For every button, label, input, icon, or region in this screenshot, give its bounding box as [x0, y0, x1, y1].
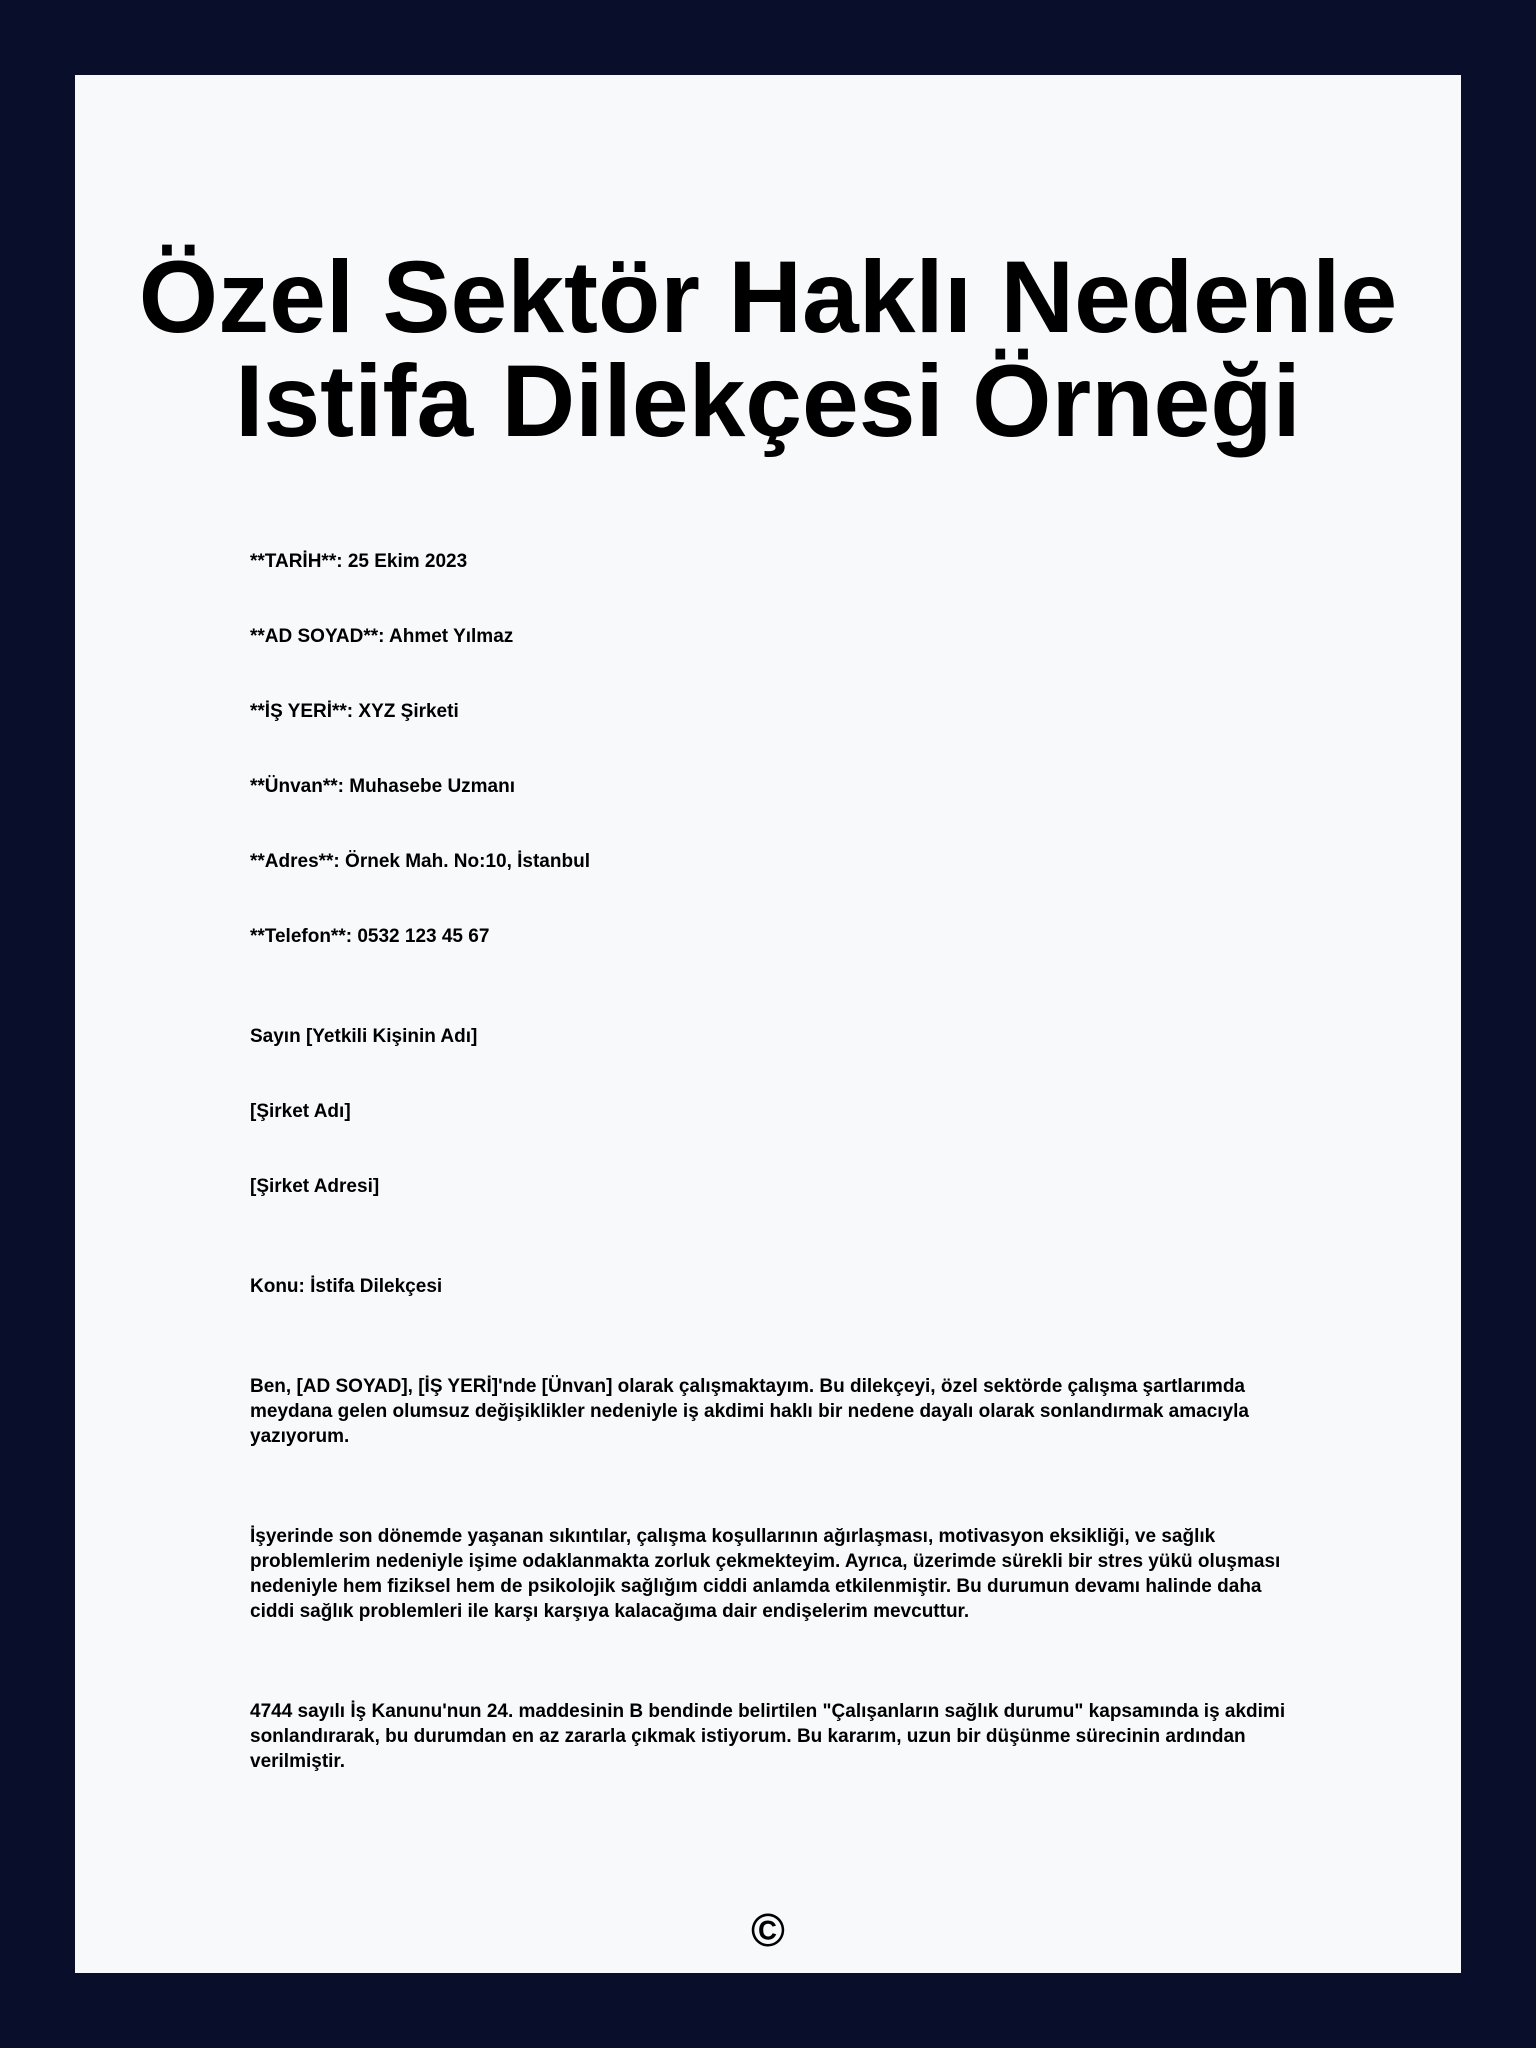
document-page — [75, 75, 1461, 1973]
paragraph-2: İşyerinde son dönemde yaşanan sıkıntılar, çalışma koşullarının ağırlaşması, motivasyon eksikliği, ve sağlık problemlerim nedeniyle işime odaklanmakta zorluk çekmekteyim. Ayrıca, üzerimde sürekli bir stres yükü oluşması nedeniyle hem fiziksel hem de psikolojik sağlığım ciddi anlamda etkilenmiştir. Bu durumun devamı halinde daha ciddi sağlık problemleri ile karşı karşıya kalacağıma dair endişelerim mevcuttur. — [250, 1526, 1281, 1622]
paragraph-1: Ben, [AD SOYAD], [İŞ YERİ]'nde [Ünvan] olarak çalışmaktayım. Bu dilekçeyi, özel sektörde çalışma şartlarımda meydana gelen olumsuz değişiklikler nedeniyle iş akdimi haklı bir nedene dayalı olarak sonlandırmak amacıyla yazıyorum. — [250, 1376, 1249, 1447]
title-field: **Ünvan**: Muhasebe Uzmanı — [250, 776, 516, 797]
name-field: **AD SOYAD**: Ahmet Yılmaz — [250, 626, 514, 647]
phone-field: **Telefon**: 0532 123 45 67 — [250, 926, 490, 947]
address-field: **Adres**: Örnek Mah. No:10, İstanbul — [250, 851, 590, 872]
subject-line: Konu: İstifa Dilekçesi — [250, 1276, 443, 1297]
document-title — [75, 240, 1461, 458]
title-line-1: Özel Sektör Haklı Nedenle — [138, 240, 1398, 354]
title-line-2: Istifa Dilekçesi Örneği — [235, 344, 1301, 458]
recipient-address: [Şirket Adresi] — [250, 1176, 380, 1197]
date-field: **TARİH**: 25 Ekim 2023 — [250, 551, 468, 572]
recipient-salutation: Sayın [Yetkili Kişinin Adı] — [250, 1026, 478, 1047]
paragraph-3: 4744 sayılı İş Kanunu'nun 24. maddesinin B bendinde belirtilen "Çalışanların sağlık durumu" kapsamında iş akdimi sonlandırarak, bu durumdan en az zararla çıkmak istiyorum. Bu kararım, uzun bir düşünme sürecinin ardından verilmiştir. — [250, 1701, 1286, 1772]
workplace-field: **İŞ YERİ**: XYZ Şirketi — [250, 701, 459, 722]
copyright-icon: © — [751, 1904, 785, 1956]
recipient-company: [Şirket Adı] — [250, 1101, 351, 1122]
